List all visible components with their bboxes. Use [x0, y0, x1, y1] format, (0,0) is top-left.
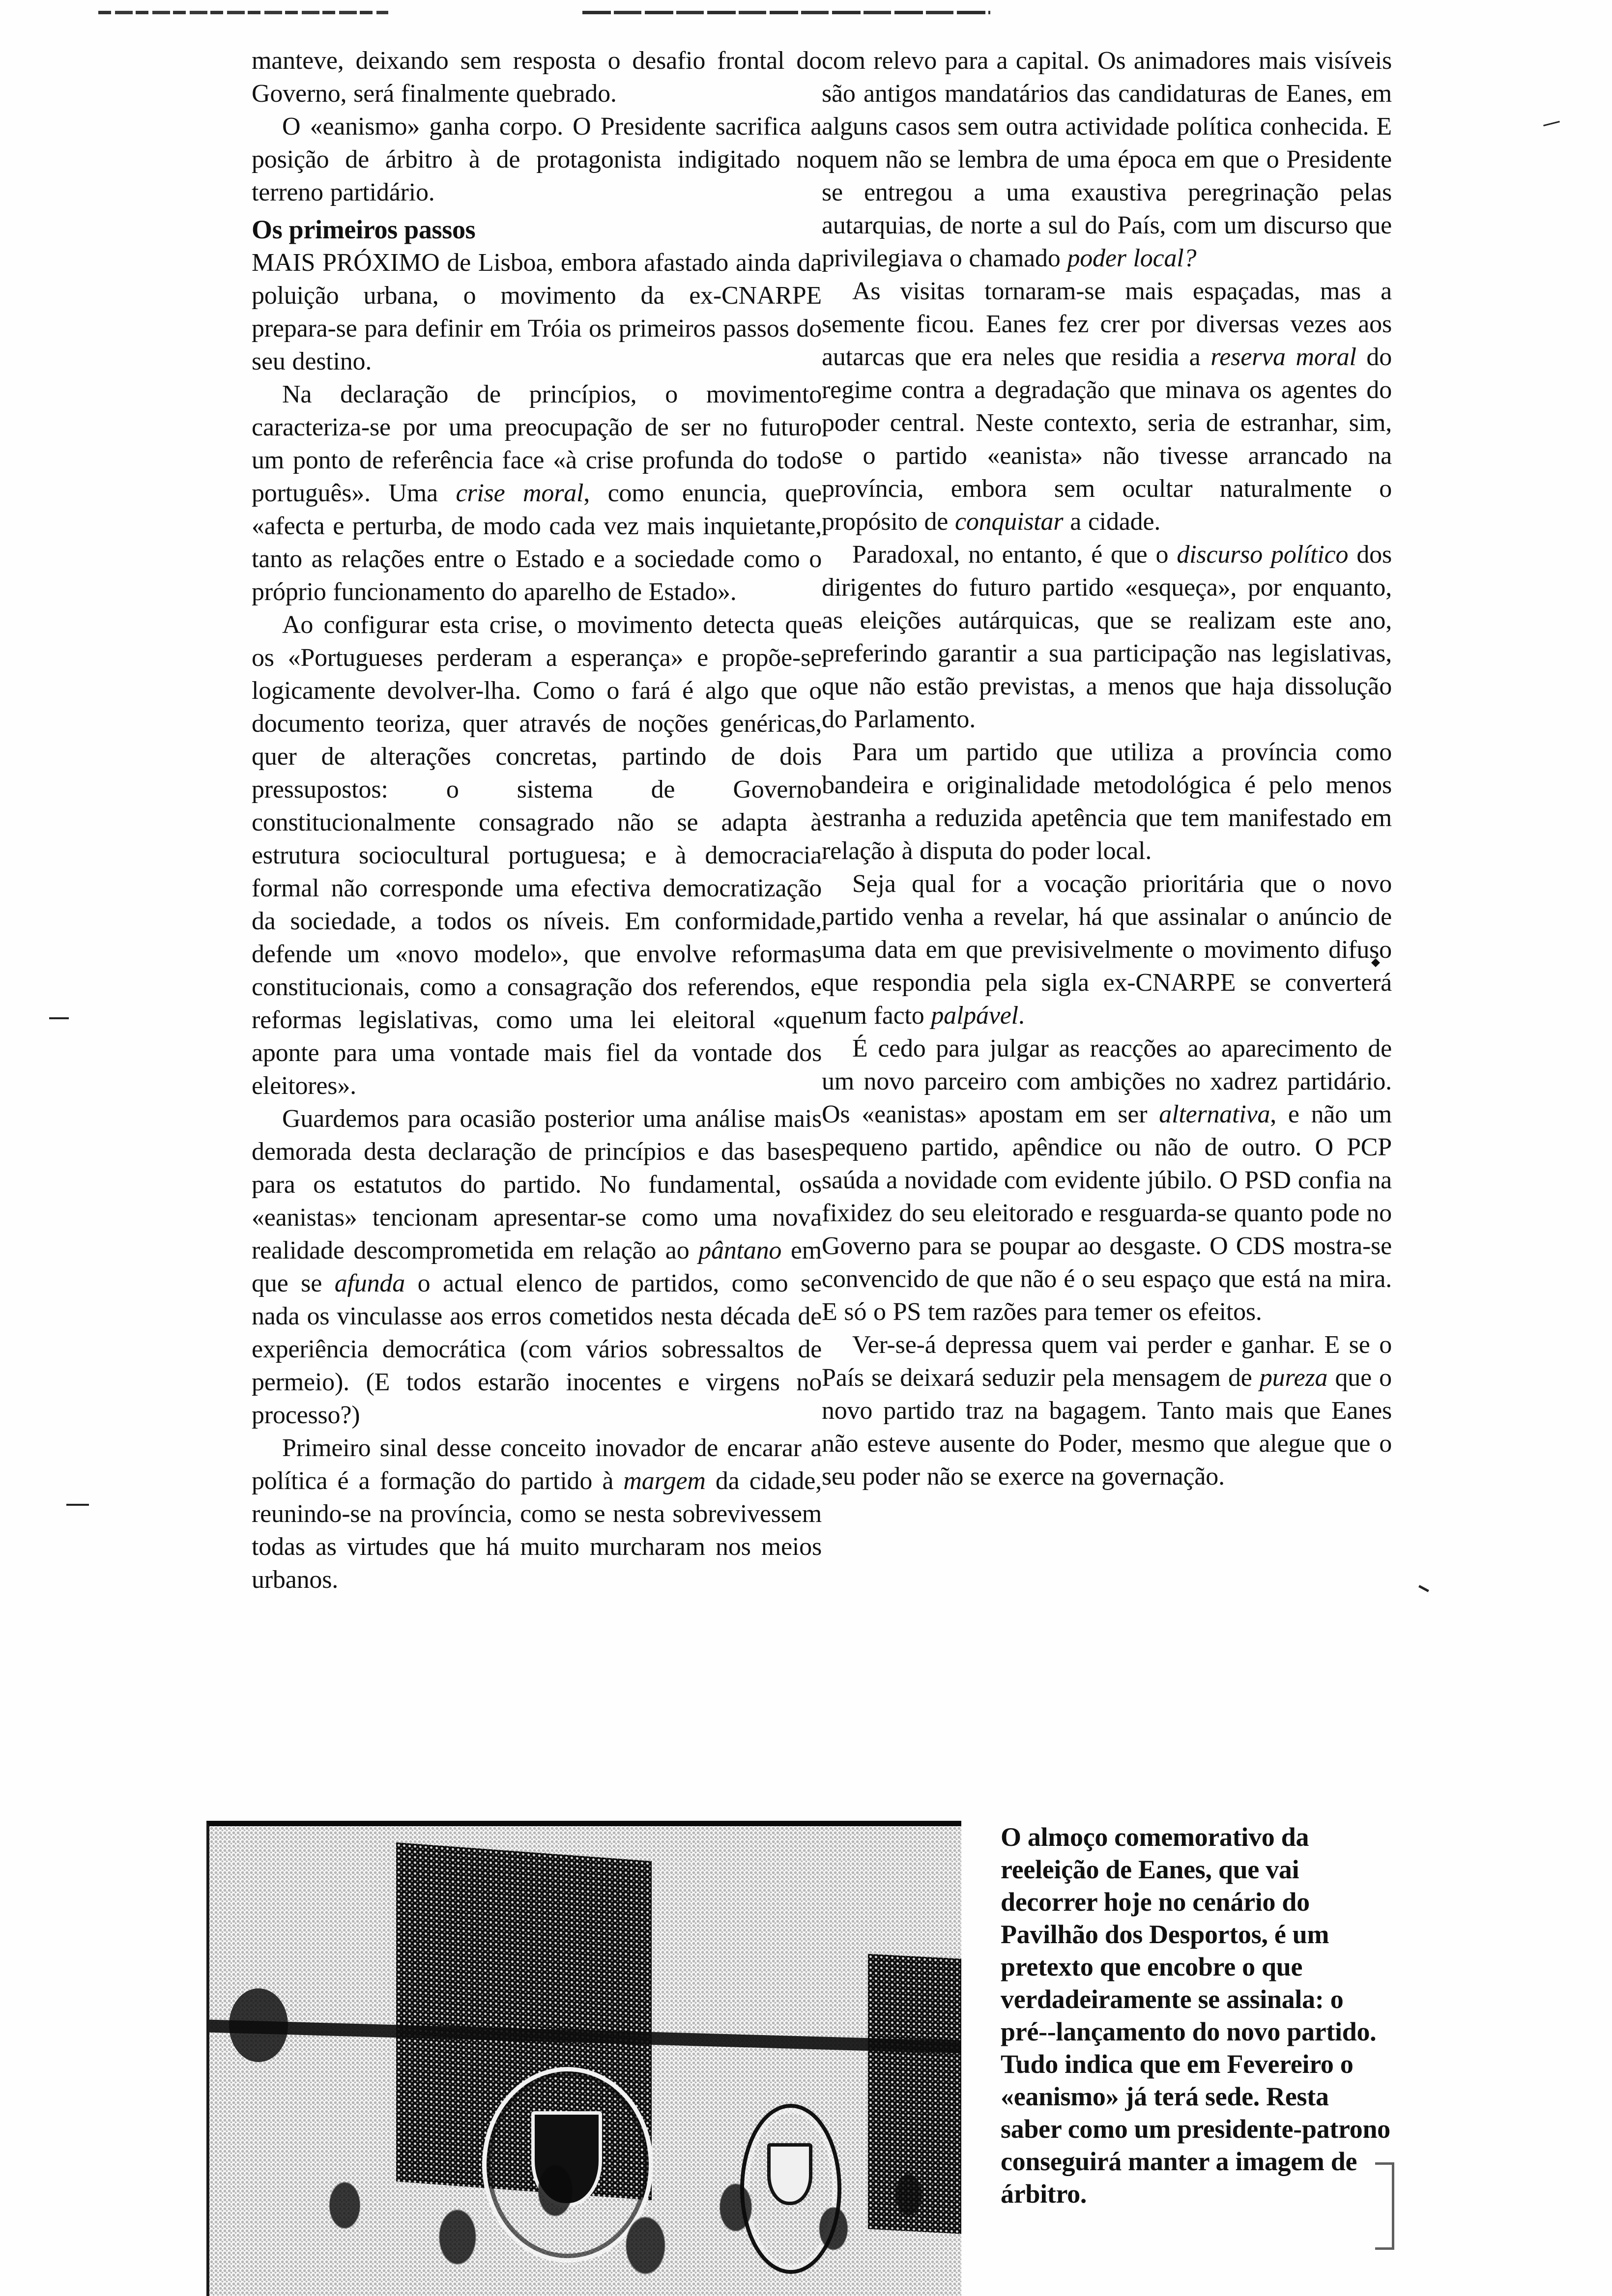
paragraph [822, 538, 1392, 736]
paragraph-tail: da cidade, reunindo-se na província, como se nesta sobrevivessem todas as virtudes que há muito murcharam nos meios urbanos. [252, 1467, 822, 1594]
scan-speck [1543, 121, 1560, 126]
crowd-of-people [209, 2089, 961, 2296]
scan-artifact-line-right [582, 11, 990, 14]
paragraph-lead: As visitas tornaram-se mais espaçadas, mas a semente ficou. Eanes fez crer por diversas vezes aos autarcas que era neles que residia a [822, 277, 1392, 371]
emphasis: discurso político [1177, 541, 1349, 569]
paragraph: Para um partido que utiliza a província como bandeira e originalidade metodológica é pelo menos estranha a reduzida apetência que tem manifestado em relação à disputa do poder local. [822, 738, 1392, 865]
paragraph [822, 867, 1392, 1032]
paragraph-lead: Ver-se-á depressa quem vai perder e ganhar. E se o País se deixará seduzir pela mensagem de [822, 1331, 1392, 1392]
emphasis: conquistar [954, 508, 1064, 536]
emphasis: margem [623, 1467, 706, 1495]
scan-speck [1418, 1585, 1429, 1592]
paragraph-lead: É cedo para julgar as reacções ao aparecimento de um novo parceiro com ambições no xadrez partidário. Os «eanistas» apostam em ser [822, 1034, 1392, 1128]
paragraph: MAIS PRÓXIMO de Lisboa, embora afastado ainda da poluição urbana, o movimento da ex-CNARPE prepara-se para definir em Tróia os primeiros passos do seu destino. [252, 249, 822, 375]
paragraph-tail: o actual elenco de partidos, como se nada os vinculasse aos erros cometidos nesta década de experiência democrática (com vários sobressaltos de permeio). (E todos estarão inocentes e virgens no processo?) [252, 1269, 822, 1429]
emphasis: pântano [698, 1236, 782, 1264]
paragraph [822, 44, 1392, 275]
paragraph [252, 378, 822, 608]
paragraph: Ao configurar esta crise, o movimento detecta que os «Portugueses perderam a esperança» e propõe-se logicamente devolver-lha. Como o fará é algo que o documento teoriza, quer através de noções genéricas, quer de alterações concretas, partindo de dois pressupostos: o sistema de Governo constitucionalmente consagrado não se adapta à estrutura sociocultural portuguesa; e à democracia formal não corresponde uma efectiva democratização da sociedade, a todos os níveis. Em conformidade, defende um «novo modelo», que envolve reformas constitucionais, como a consagração dos referendos, e reformas legislativas, como uma lei eleitoral «que aponte para uma vontade mais fiel da vontade dos eleitores». [252, 611, 822, 1100]
paragraph-tail: a cidade. [1063, 508, 1161, 536]
paragraph-tail: dos dirigentes do futuro partido «esqueça», por enquanto, as eleições autárquicas, que se realizam este ano, preferindo garantir a sua participação nas legislativas, que não estão previstas, a menos que haja dissolução do Parlamento. [822, 541, 1392, 733]
paragraph: O «eanismo» ganha corpo. O Presidente sacrifica a posição de árbitro à de protagonista indigitado no terreno partidário. [252, 113, 822, 206]
paragraph-mid: do regime contra a degradação que minava os agentes do poder central. Neste contexto, seria de estranhar, sim, se o partido «eanista» não tivesse arrancado na província, embora sem ocultar naturalmente o propósito de [822, 343, 1392, 536]
section-heading: Os primeiros passos [252, 215, 476, 244]
paragraph-lead: Guardemos para ocasião posterior uma análise mais demorada desta declaração de princípios e das bases para os estatutos do partido. No fundamental, os «eanistas» tencionam apresentar-se como uma nova realidade descomprometida em relação ao [252, 1105, 822, 1264]
paragraph-tail: que o novo partido traz na bagagem. Tanto mais que Eanes não esteve ausente do Poder, mesmo que alegue que o seu poder não se exerce na governação. [822, 1364, 1392, 1491]
paragraph-lead: Na declaração de princípios, o movimento caracteriza-se por uma preocupação de ser no futuro um ponto de referência face «à crise profunda do todo português». Uma [252, 380, 822, 507]
paragraph [822, 1032, 1392, 1328]
article-photo [206, 1821, 961, 2296]
paragraph-lead: Primeiro sinal desse conceito inovador de encarar a política é a formação do partido à [252, 1434, 822, 1495]
paragraph [252, 1102, 822, 1432]
article-column-left [252, 44, 822, 1596]
scan-speck [49, 1017, 69, 1019]
paragraph-lead: Paradoxal, no entanto, é que o [852, 541, 1177, 569]
paragraph-lead: Seja qual for a vocação prioritária que o novo partido venha a revelar, há que assinalar o anúncio de uma data em que previsivelmente o movimento difuso que respondia pela sigla ex-CNARPE se converterá num facto [822, 870, 1392, 1030]
photo-caption-text: O almoço comemorativo da reeleição de Eanes, que vai decorrer hoje no cenário do Pavilhão dos Desportos, é um pretexto que encobre o que verdadeiramente se assinala: o pré--lançamento do novo partido. Tudo indica que em Fevereiro o «eanismo» já terá sede. Resta saber como um presidente-patrono conseguirá manter a imagem de árbitro. [1001, 1822, 1390, 2209]
paragraph [252, 1432, 822, 1596]
emphasis: poder local? [1067, 244, 1197, 272]
paragraph-tail: , como enuncia, que «afecta e perturba, de modo cada vez mais inquietante, tanto as relações entre o Estado e a sociedade como o próprio funcionamento do aparelho de Estado». [252, 479, 822, 606]
emphasis: crise moral [456, 479, 584, 507]
emphasis: reserva moral [1210, 343, 1356, 371]
paragraph-tail: , e não um pequeno partido, apêndice ou não de outro. O PCP saúda a novidade com evidente júbilo. O PSD confia na fixidez do seu eleitorado e resguarda-se quanto pode no Governo para se poupar ao desgaste. O CDS mostra-se convencido de que não é o seu espaço que está na mira. E só o PS tem razões para temer os efeitos. [822, 1100, 1392, 1326]
paragraph-mid: em que se [252, 1236, 822, 1297]
article-column-right [822, 44, 1392, 1493]
scan-artifact-line-left [98, 11, 388, 14]
paragraph [822, 275, 1392, 538]
photo-caption [1001, 1821, 1394, 2210]
emphasis: alternativa [1159, 1100, 1270, 1128]
scan-speck [66, 1504, 89, 1506]
paragraph: manteve, deixando sem resposta o desafio frontal do Governo, será finalmente quebrado. [252, 47, 822, 108]
emphasis: afunda [334, 1269, 405, 1297]
paragraph [822, 1328, 1392, 1493]
paragraph-lead: com relevo para a capital. Os animadores mais visíveis são antigos mandatários das candidaturas de Eanes, em alguns casos sem outra actividade política conhecida. E quem não se lembra de uma época em que o Presidente se entregou a uma exaustiva peregrinação pelas autarquias, de norte a sul do País, com um discurso que privilegiava o chamado [822, 47, 1392, 272]
emphasis: pureza [1259, 1364, 1328, 1392]
emphasis: palpável [931, 1002, 1018, 1030]
paragraph-tail: . [1018, 1002, 1025, 1030]
